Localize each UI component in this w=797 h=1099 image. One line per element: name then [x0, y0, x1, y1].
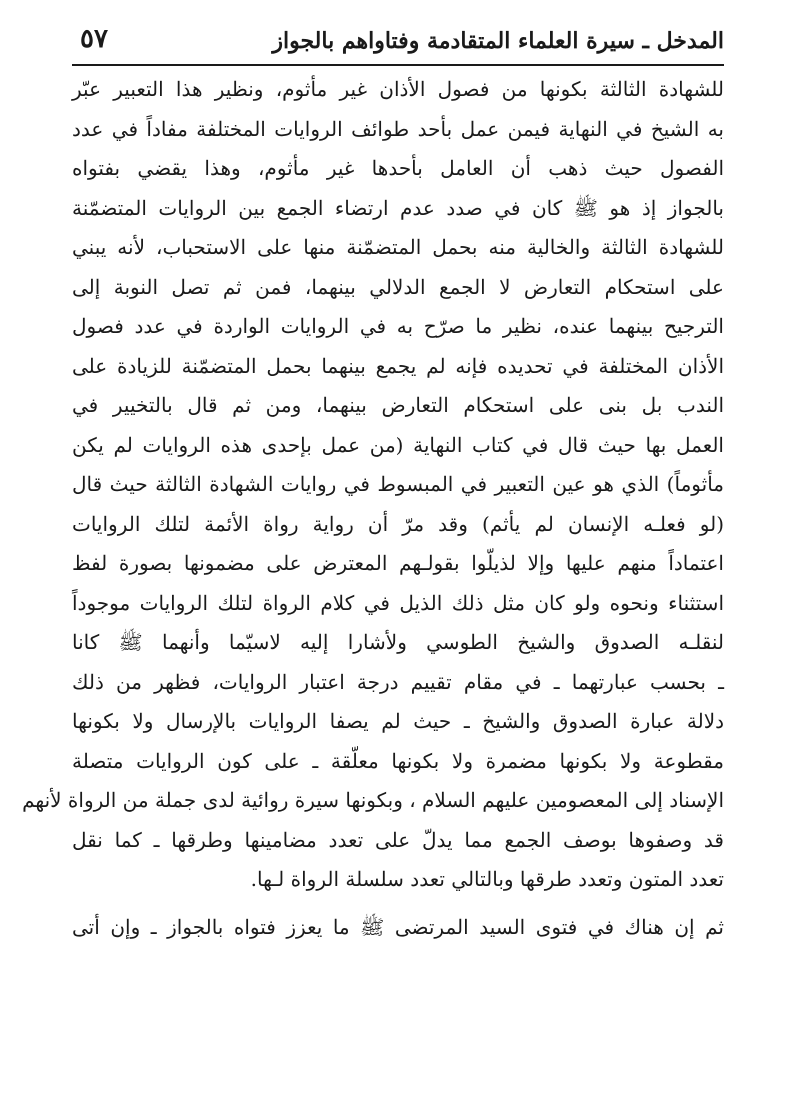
text-line: مقطوعة ولا بكونها مضمرة ولا بكونها معلّقة ـ على كون الروايات متصلة — [72, 748, 724, 773]
paragraph — [72, 908, 724, 948]
text-line: ـ بحسب عبارتهما ـ في مقام تقييم درجة اعتبار الروايات، فظهر من ذلك — [72, 669, 724, 694]
text-line: الأذان المختلفة في تحديده فإنه لم يجمع بينهما بحمل المتضمّنة للزيادة على — [72, 353, 724, 378]
paragraph — [22, 70, 725, 900]
text-line: ثم إن هناك في فتوى السيد المرتضى ﷺ ما يعزز فتواه بالجواز ـ وإن أتى — [72, 914, 724, 939]
text-line: بالجواز إذ هو ﷺ كان في صدد عدم ارتضاء الجمع بين الروايات المتضمّنة — [72, 195, 724, 220]
text-line: دلالة عبارة الصدوق والشيخ ـ حيث لم يصفا الروايات بالإرسال ولا بكونها — [72, 709, 725, 733]
text-line: العمل بها حيث قال في كتاب النهاية (من عمل بإحدى هذه الروايات لم يكن — [72, 432, 724, 457]
text-line: لنقلـه الصدوق والشيخ الطوسي ولأشارا إليه لاسيّما وأنهما ﷺ كانا — [72, 630, 724, 654]
text-line: الإسناد إلى المعصومين عليهم السلام ، وبكونها سيرة روائية لدى جملة من الرواة لأنهم — [22, 788, 724, 812]
page-header — [72, 22, 724, 62]
text-line: الترجيح بينهما عنده، نظير ما صرّح به في الروايات الواردة في عدد فصول — [72, 314, 724, 338]
text-line: به الشيخ في النهاية فيمن عمل بأحد طوائف الروايات المختلفة مفاداً في عدد — [72, 116, 724, 141]
text-line: للشهادة الثالثة والخالية منه بحمل المتضمّنة منها على الاستحباب، لأنه يبني — [72, 235, 724, 259]
text-line: الندب بل بنى على استحكام التعارض بينهما، ومن ثم قال بالتخيير في — [72, 393, 725, 417]
running-title: المدخل ـ سيرة العلماء المتقادمة وفتاواهم بالجواز — [272, 28, 724, 54]
text-line: استثناء ونحوه ولو كان مثل ذلك الذيل في كلام الرواة لتلك الروايات موجوداً — [72, 590, 724, 615]
page-number: ٥٧ — [80, 24, 108, 54]
text-line: على استحكام التعارض لا الجمع الدلالي بينهما، فمن ثم تصل النوبة إلى — [72, 274, 724, 299]
text-line: تعدد المتون وتعدد طرقها وبالتالي تعدد سلسلة الرواة لـها. — [250, 867, 724, 891]
text-line: مأثوماً) الذي هو عين التعبير في المبسوط في روايات الشهادة الثالثة حيث قال — [72, 472, 724, 496]
header-rule — [72, 64, 724, 66]
text-line: الفصول حيث ذهب أن العامل بأحدها غير مأثوم، وهذا يقضي بفتواه — [72, 156, 724, 180]
text-line: قد وصفوها بوصف الجمع مما يدلّ على تعدد مضامينها وطرقها ـ كما نقل — [72, 827, 724, 852]
text-line: اعتماداً منهم عليها وإلا لذيلّوا بقولـهم المعترض على مضمونها بصورة لفظ — [72, 551, 724, 575]
text-line: للشهادة الثالثة بكونها من فصول الأذان غير مأثوم، ونظير هذا التعبير عبّر — [72, 77, 724, 101]
body-text — [22, 70, 725, 947]
text-line: (لو فعلـه الإنسان لم يأثم) وقد مرّ أن رواية رواة الأئمة لتلك الروايات — [72, 511, 724, 536]
paragraph-gap — [72, 900, 724, 908]
